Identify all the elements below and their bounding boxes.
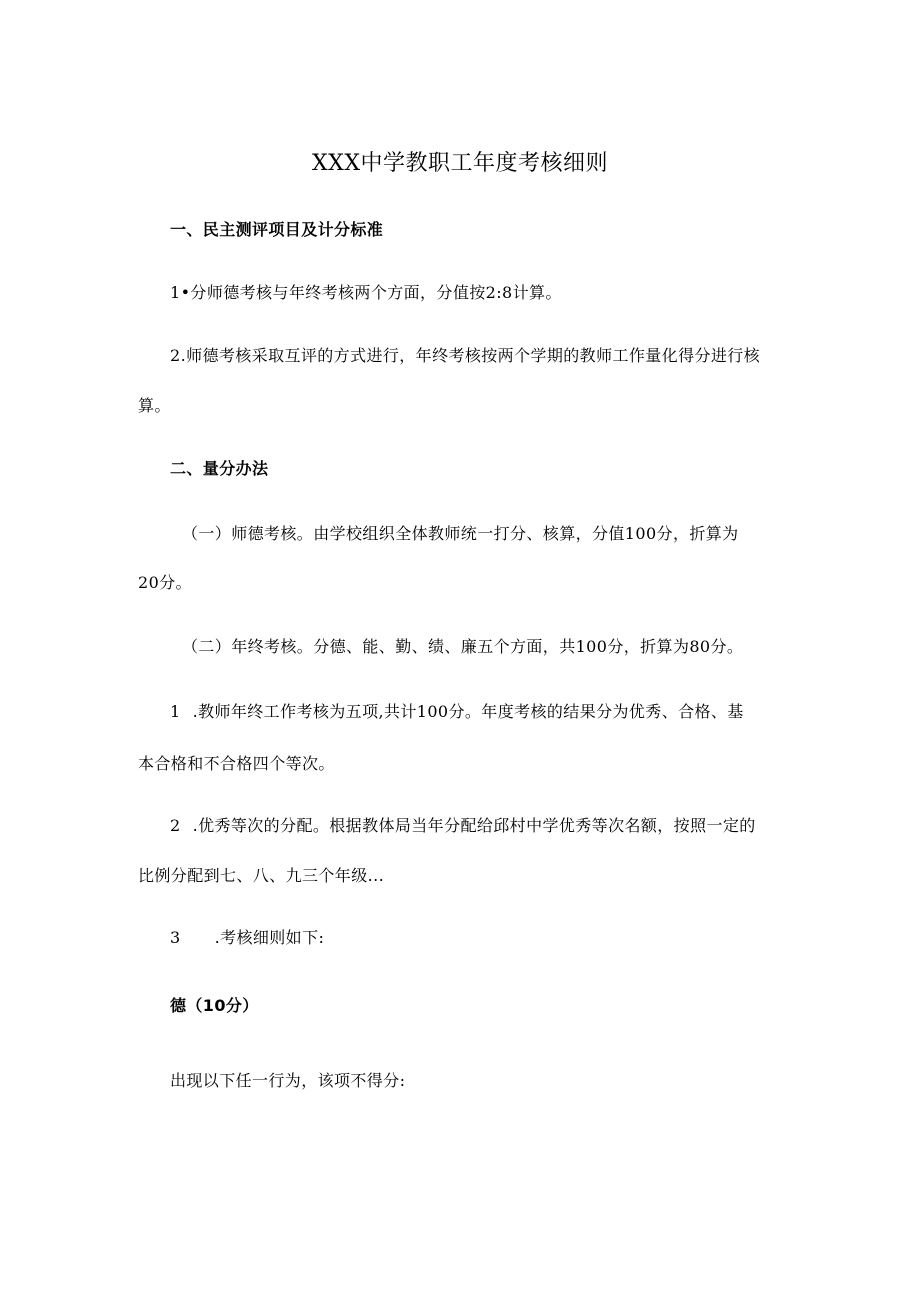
section2-point2-line2: 比例分配到七、八、九三个年级... — [138, 866, 385, 885]
point3-number: 3 — [170, 928, 181, 947]
section2-point2-line1 — [170, 816, 790, 836]
section2-point3 — [170, 928, 790, 948]
section1-item1: 1•分师德考核与年终考核两个方面，分值按2:8计算。 — [170, 283, 562, 302]
point2-number: 2 — [170, 816, 181, 835]
de-heading: 德（10分） — [170, 996, 259, 1015]
point1-text: .教师年终工作考核为五项,共计100分。年度考核的结果分为优秀、合格、基 — [192, 702, 744, 721]
section2-point1-line1 — [170, 702, 790, 722]
section2-heading: 二、量分办法 — [170, 459, 269, 478]
section1-item2-line2: 算。 — [138, 396, 171, 415]
section2-part1-line2: 20分。 — [138, 573, 192, 592]
point2-text: .优秀等次的分配。根据教体局当年分配给邱村中学优秀等次名额，按照一定的 — [192, 816, 756, 835]
document-title: XXX中学教职工年度考核细则 — [312, 151, 608, 176]
section1-item2-line1: 2.师德考核采取互评的方式进行，年终考核按两个学期的教师工作量化得分进行核 — [170, 346, 761, 365]
section2-point1-line2: 本合格和不合格四个等次。 — [138, 754, 335, 773]
section1-heading: 一、民主测评项目及计分标准 — [170, 220, 384, 239]
section2-part1-line1: （一）师德考核。由学校组织全体教师统一打分、核算，分值100分，折算为 — [182, 524, 739, 543]
section2-part2: （二）年终考核。分德、能、勤、绩、廉五个方面，共100分，折算为80分。 — [182, 637, 744, 656]
point3-text: .考核细则如下: — [214, 928, 325, 947]
de-rule: 出现以下任一行为，该项不得分: — [170, 1071, 406, 1090]
point1-number: 1 — [170, 702, 181, 721]
